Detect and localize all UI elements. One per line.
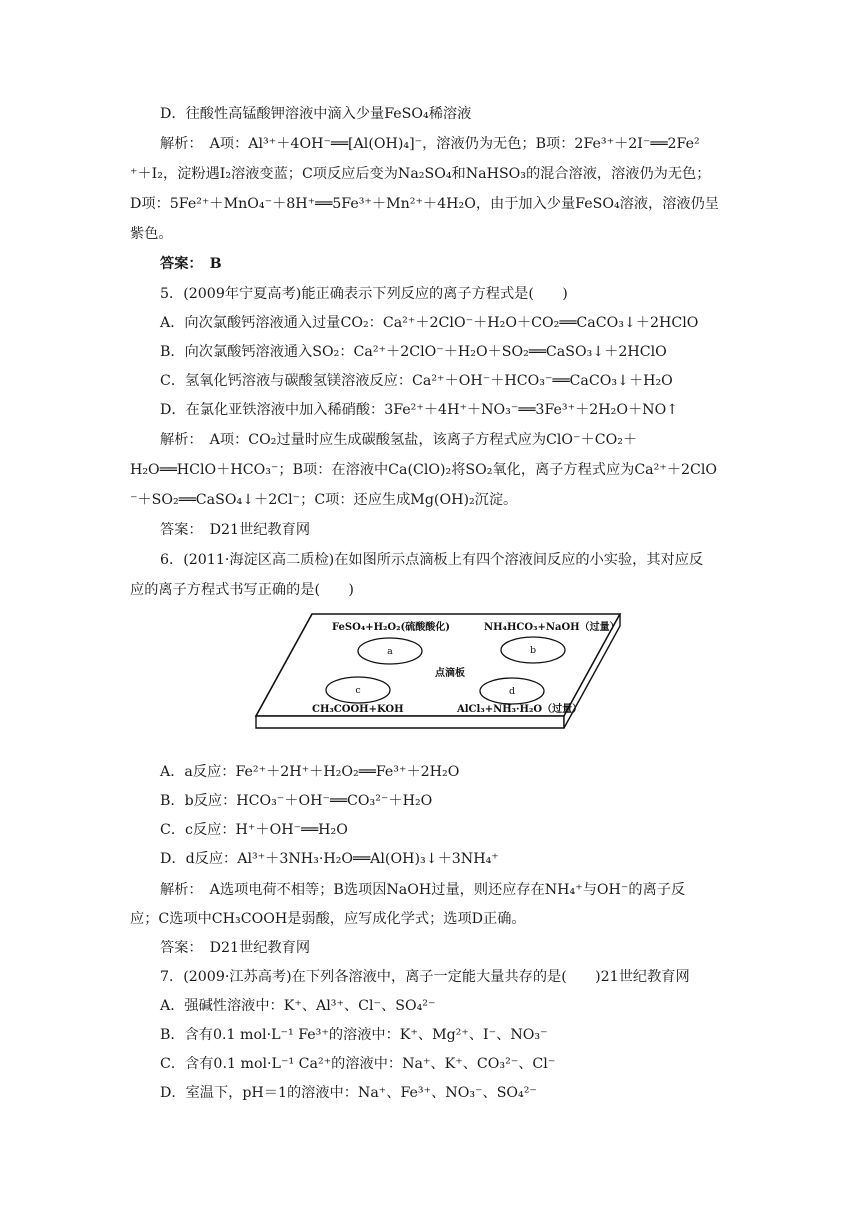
spot-plate-figure bbox=[252, 610, 622, 732]
well-a-label: a bbox=[387, 646, 393, 657]
question-7-option-d: D．室温下，pH＝1的溶液中：Na⁺、Fe³⁺、NO₃⁻、SO₄²⁻ bbox=[160, 1085, 537, 1101]
analysis-line: 解析： A项：CO₂过量时应生成碳酸氢盐，该离子方程式应为ClO⁻＋CO₂＋ bbox=[160, 432, 638, 448]
question-6-option-d: D．d反应：Al³⁺＋3NH₃·H₂O══Al(OH)₃↓＋3NH₄⁺ bbox=[160, 851, 499, 867]
answer-line: 答案： B bbox=[160, 256, 222, 272]
analysis-line: D项：5Fe²⁺＋MnO₄⁻＋8H⁺══5Fe³⁺＋Mn²⁺＋4H₂O，由于加入少量FeSO₄溶液，溶液仍呈 bbox=[130, 196, 719, 212]
question-5-option-a: A．向次氯酸钙溶液通入过量CO₂：Ca²⁺＋2ClO⁻＋H₂O＋CO₂══CaCO₃↓＋2HClO bbox=[160, 315, 699, 331]
question-5-option-b: B．向次氯酸钙溶液通入SO₂：Ca²⁺＋2ClO⁻＋H₂O＋SO₂══CaSO₃↓＋2HClO bbox=[160, 344, 667, 360]
analysis-line: ⁺＋I₂，淀粉遇I₂溶液变蓝；C项反应后变为Na₂SO₄和NaHSO₃的混合溶液，溶液仍为无色； bbox=[130, 166, 711, 182]
well-d-label: d bbox=[508, 686, 516, 697]
analysis-line: 解析： A选项电荷不相等；B选项因NaOH过量，则还应存在NH₄⁺与OH⁻的离子反 bbox=[160, 882, 686, 898]
well-c-label: c bbox=[355, 685, 361, 696]
question-5: 5．(2009年宁夏高考)能正确表示下列反应的离子方程式是( ) bbox=[160, 286, 568, 302]
analysis-line: 紫色。 bbox=[130, 226, 173, 242]
analysis-line: 应；C选项中CH₃COOH是弱酸，应写成化学式；选项D正确。 bbox=[130, 911, 526, 927]
analysis-line: ⁻＋SO₂══CaSO₄↓＋2Cl⁻；C项：还应生成Mg(OH)₂沉淀。 bbox=[130, 492, 518, 508]
question-7: 7．(2009·江苏高考)在下列各溶液中，离子一定能大量共存的是( )21世纪教育网 bbox=[160, 969, 690, 985]
reagent-b-label: NH₄HCO₃+NaOH（过量） bbox=[484, 622, 620, 633]
question-7-option-c: C．含有0.1 mol·L⁻¹ Ca²⁺的溶液中：Na⁺、K⁺、CO₃²⁻、Cl⁻ bbox=[160, 1056, 556, 1072]
question-6: 6．(2011·海淀区高二质检)在如图所示点滴板上有四个溶液间反应的小实验，其对应反 bbox=[160, 552, 704, 568]
question-6-cont: 应的离子方程式书写正确的是( ) bbox=[130, 582, 354, 598]
well-b-label: b bbox=[529, 645, 537, 656]
reagent-c-label: CH₃COOH+KOH bbox=[312, 704, 404, 715]
question-6-option-c: C．c反应：H⁺＋OH⁻══H₂O bbox=[160, 822, 348, 838]
question-5-option-d: D．在氯化亚铁溶液中加入稀硝酸：3Fe²⁺＋4H⁺＋NO₃⁻══3Fe³⁺＋2H₂O＋NO↑ bbox=[160, 402, 679, 418]
question-6-option-a: A．a反应：Fe²⁺＋2H⁺＋H₂O₂══Fe³⁺＋2H₂O bbox=[160, 764, 460, 780]
question-7-option-b: B．含有0.1 mol·L⁻¹ Fe³⁺的溶液中：K⁺、Mg²⁺、I⁻、NO₃⁻ bbox=[160, 1027, 548, 1043]
analysis-line: H₂O══HClO＋HCO₃⁻；B项：在溶液中Ca(ClO)₂将SO₂氧化，离子方程式应为Ca²⁺＋2ClO bbox=[130, 462, 718, 478]
option-d-text: D．往酸性高锰酸钾溶液中滴入少量FeSO₄稀溶液 bbox=[160, 106, 472, 122]
question-5-option-c: C．氢氧化钙溶液与碳酸氢镁溶液反应：Ca²⁺＋OH⁻＋HCO₃⁻══CaCO₃↓＋H₂O bbox=[160, 373, 673, 389]
reagent-d-label: AlCl₃+NH₃·H₂O（过量） bbox=[457, 704, 583, 715]
spot-plate-front bbox=[256, 716, 564, 728]
question-6-option-b: B．b反应：HCO₃⁻＋OH⁻══CO₃²⁻＋H₂O bbox=[160, 793, 433, 809]
plate-title: 点滴板 bbox=[435, 668, 465, 679]
answer-line: 答案： D21世纪教育网 bbox=[160, 940, 311, 956]
analysis-line: 解析： A项：Al³⁺＋4OH⁻══[Al(OH)₄]⁻，溶液仍为无色；B项：2Fe³⁺＋2I⁻══2Fe² bbox=[160, 136, 700, 152]
reagent-a-label: FeSO₄+H₂O₂(硫酸酸化) bbox=[332, 622, 450, 633]
answer-line: 答案： D21世纪教育网 bbox=[160, 522, 311, 538]
question-7-option-a: A．强碱性溶液中：K⁺、Al³⁺、Cl⁻、SO₄²⁻ bbox=[160, 998, 436, 1014]
